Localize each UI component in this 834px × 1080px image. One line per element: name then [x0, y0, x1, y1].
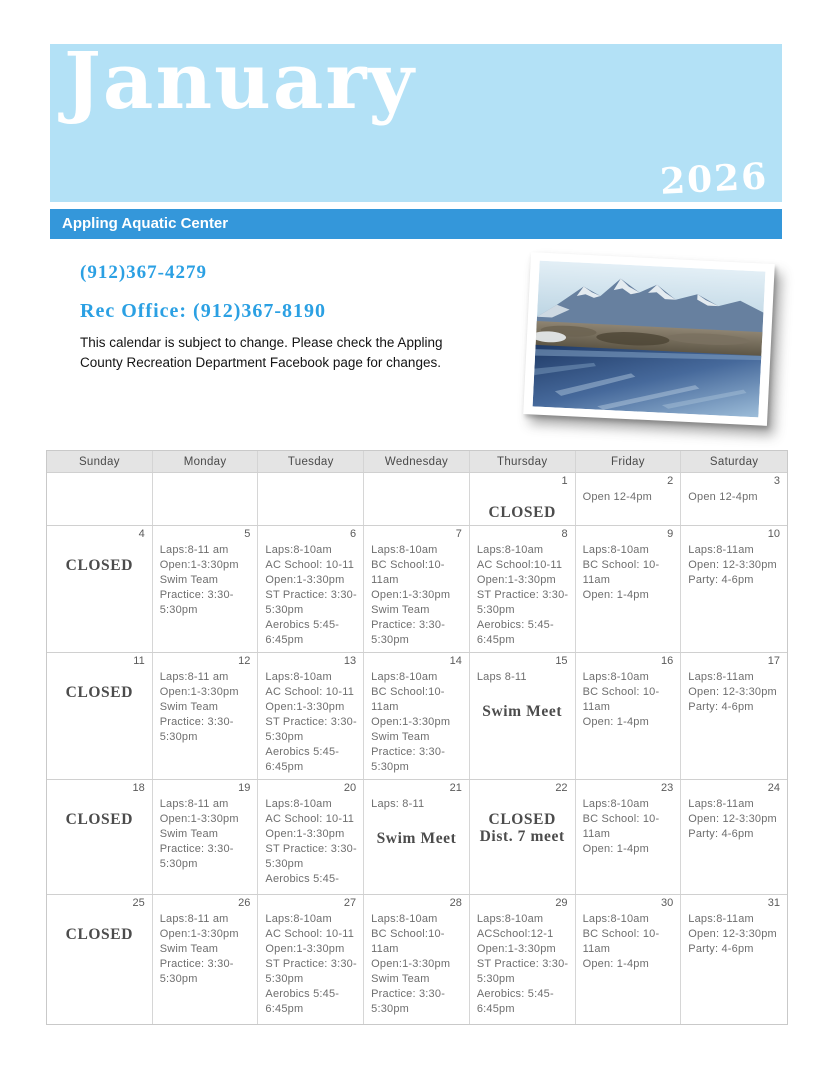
date-number — [153, 473, 258, 490]
event-line: 11am — [582, 943, 611, 955]
event-lines — [364, 543, 469, 648]
date-number: 10 — [767, 528, 780, 540]
event-line: 6:45pm — [476, 1003, 515, 1015]
calendar-cell — [364, 895, 470, 1024]
event-line: AC School: 10-11 — [265, 686, 355, 698]
event-line: Practice: 3:30- — [371, 746, 446, 758]
calendar-cell — [258, 526, 364, 652]
event-line: Open: 12-3:30pm — [688, 686, 777, 698]
phone-number: (912)367-4279 — [80, 262, 207, 283]
event-lines — [364, 912, 469, 1017]
event-line: ST Practice: 3:30- — [265, 958, 357, 970]
event-line: Laps:8-10am — [265, 544, 332, 556]
event-line: Open:1-3:30pm — [371, 716, 451, 728]
facility-name: Appling Aquatic Center — [62, 215, 229, 232]
event-lines — [576, 490, 681, 505]
event-line: Laps: 8-11 — [371, 798, 425, 810]
event-line: BC School: 10- — [582, 559, 660, 571]
calendar-cell — [576, 780, 682, 894]
calendar-week-row — [47, 525, 787, 652]
event-line: Open: 12-3:30pm — [688, 813, 777, 825]
month-title: January — [64, 36, 416, 127]
calendar-cell — [47, 473, 153, 525]
special-event-line: CLOSED — [65, 926, 134, 943]
calendar-cell — [681, 895, 787, 1024]
day-header: Thursday — [470, 451, 576, 472]
event-line: Laps:8-11 am — [159, 798, 229, 810]
event-line: Laps:8-10am — [582, 671, 649, 683]
date-number: 27 — [343, 897, 357, 909]
event-line: Aerobics: 5:45- — [476, 988, 554, 1000]
event-line: Swim Team — [159, 701, 219, 713]
event-line: 5:30pm — [476, 604, 515, 616]
event-line: Laps:8-11 am — [159, 671, 229, 683]
event-line: Open: 1-4pm — [582, 843, 649, 855]
calendar-cell — [681, 526, 787, 652]
special-event-line: Dist. 7 meet — [479, 828, 565, 845]
day-header: Friday — [576, 451, 682, 472]
calendar-cell — [470, 526, 576, 652]
calendar-cell — [153, 653, 259, 779]
event-lines — [576, 543, 681, 603]
event-line: Laps:8-10am — [582, 544, 649, 556]
facility-bar — [50, 209, 782, 239]
calendar-week-row — [47, 652, 787, 779]
date-number: 31 — [767, 897, 780, 909]
special-event — [47, 557, 152, 574]
event-lines — [258, 912, 363, 1017]
date-number: 21 — [449, 782, 462, 794]
event-lines — [681, 912, 787, 957]
event-line: Laps:8-10am — [265, 798, 332, 810]
date-number: 13 — [343, 655, 357, 667]
event-line: Open: 12-3:30pm — [688, 559, 777, 571]
event-line: Laps:8-10am — [265, 671, 332, 683]
calendar-cell — [470, 895, 576, 1024]
event-line: Laps:8-10am — [476, 913, 544, 925]
event-line: Laps:8-11 am — [159, 544, 229, 556]
event-line: Laps:8-11am — [688, 913, 754, 925]
day-header: Monday — [153, 451, 259, 472]
calendar-cell — [258, 653, 364, 779]
event-line: Laps:8-11 am — [159, 913, 229, 925]
event-line: Open: 1-4pm — [582, 716, 649, 728]
event-line: Aerobics 5:45- — [265, 988, 340, 1000]
winter-mountain-lake-photo — [523, 252, 775, 426]
event-line: 11am — [371, 943, 399, 955]
event-line: ST Practice: 3:30- — [265, 589, 357, 601]
date-number: 11 — [133, 655, 145, 667]
event-line: Laps:8-10am — [371, 913, 438, 925]
day-header: Saturday — [681, 451, 787, 472]
event-line: 6:45pm — [265, 761, 304, 773]
event-lines — [364, 797, 469, 812]
event-line: Open:1-3:30pm — [265, 943, 345, 955]
calendar-week-row — [47, 894, 787, 1024]
calendar-cell — [364, 473, 470, 525]
calendar-cell — [258, 895, 364, 1024]
event-lines — [681, 490, 787, 505]
calendar-cell — [258, 473, 364, 525]
event-line: Laps:8-11am — [688, 671, 754, 683]
event-line: Swim Team — [371, 973, 430, 985]
event-line: Open: 1-4pm — [582, 589, 649, 601]
event-line: Laps:8-11am — [688, 544, 754, 556]
month-banner — [50, 36, 782, 203]
event-line: 5:30pm — [265, 858, 304, 870]
date-number: 20 — [343, 782, 357, 794]
date-number: 14 — [449, 655, 462, 667]
date-number: 2 — [667, 475, 674, 487]
calendar-cell — [47, 895, 153, 1024]
event-lines — [576, 670, 681, 730]
calendar-cell — [153, 526, 259, 652]
event-line: Open:1-3:30pm — [476, 574, 556, 586]
event-line: Open:1-3:30pm — [265, 574, 345, 586]
calendar-cell — [681, 473, 787, 525]
event-lines — [470, 912, 575, 1017]
date-number: 23 — [661, 782, 674, 794]
event-line: Open:1-3:30pm — [159, 559, 239, 571]
date-number: 15 — [555, 655, 568, 667]
date-number — [364, 473, 469, 490]
event-lines — [576, 912, 681, 972]
special-event — [47, 811, 152, 828]
event-lines — [153, 912, 258, 987]
event-line: Aerobics 5:45- — [265, 619, 340, 631]
event-lines — [681, 670, 787, 715]
event-line: 5:30pm — [159, 973, 198, 985]
calendar-cell — [47, 780, 153, 894]
event-line: Laps:8-10am — [582, 913, 649, 925]
date-number: 4 — [138, 528, 145, 540]
event-line: 5:30pm — [159, 604, 198, 616]
event-line: Practice: 3:30- — [159, 716, 234, 728]
date-number: 7 — [455, 528, 462, 540]
calendar-cell — [576, 653, 682, 779]
event-line: 5:30pm — [159, 731, 198, 743]
event-line: Open:1-3:30pm — [371, 589, 451, 601]
date-number: 6 — [350, 528, 357, 540]
date-number: 9 — [667, 528, 674, 540]
event-lines — [576, 797, 681, 857]
event-line: 5:30pm — [159, 858, 198, 870]
event-line: Swim Team — [159, 943, 219, 955]
calendar-header-row — [47, 451, 787, 472]
event-line: ST Practice: 3:30- — [476, 958, 569, 970]
date-number: 26 — [238, 897, 251, 909]
date-number: 22 — [555, 782, 568, 794]
event-line: 11am — [371, 574, 399, 586]
rec-office-phone: Rec Office: (912)367-8190 — [80, 300, 327, 322]
special-event — [47, 684, 152, 701]
special-event-line: Swim Meet — [482, 703, 563, 720]
event-line: ST Practice: 3:30- — [265, 843, 357, 855]
event-line: 5:30pm — [476, 973, 515, 985]
event-line: Practice: 3:30- — [159, 589, 234, 601]
event-lines — [258, 797, 363, 887]
event-line: Swim Team — [371, 604, 430, 616]
event-line: 11am — [582, 701, 611, 713]
event-line: Open:1-3:30pm — [265, 828, 345, 840]
calendar-cell — [47, 526, 153, 652]
special-event-line: Swim Meet — [376, 830, 457, 847]
event-line: Open:1-3:30pm — [265, 701, 345, 713]
calendar-cell — [470, 653, 576, 779]
event-line: Open:1-3:30pm — [159, 813, 239, 825]
event-line: Open:1-3:30pm — [159, 928, 239, 940]
date-number: 25 — [132, 897, 145, 909]
disclaimer-note: This calendar is subject to change. Please check the Appling County Recreation Department Facebook page for changes. — [80, 335, 443, 370]
event-line: 6:45pm — [265, 1003, 304, 1015]
event-line: BC School: 10- — [582, 813, 660, 825]
event-line: Laps:8-10am — [265, 913, 332, 925]
event-lines — [681, 543, 787, 588]
event-line: 5:30pm — [265, 604, 304, 616]
date-number: 8 — [561, 528, 568, 540]
event-line: AC School: 10-11 — [265, 813, 355, 825]
event-line: Swim Team — [159, 574, 219, 586]
special-event-line: CLOSED — [65, 811, 134, 828]
calendar-cell — [153, 473, 259, 525]
event-line: Open:1-3:30pm — [371, 958, 451, 970]
event-line: Practice: 3:30- — [371, 619, 446, 631]
event-line: ST Practice: 3:30- — [476, 589, 569, 601]
date-number: 29 — [555, 897, 568, 909]
event-lines — [258, 670, 363, 775]
calendar-cell — [153, 895, 259, 1024]
calendar-cell — [576, 526, 682, 652]
event-line: 11am — [582, 828, 611, 840]
event-line: BC School: 10- — [582, 928, 660, 940]
date-number: 5 — [244, 528, 251, 540]
event-line: ST Practice: 3:30- — [265, 716, 357, 728]
date-number: 1 — [561, 475, 568, 487]
date-number: 19 — [238, 782, 251, 794]
event-line: Open: 1-4pm — [582, 958, 649, 970]
calendar-body — [47, 472, 787, 1024]
date-number: 3 — [773, 475, 780, 487]
special-event-line: CLOSED — [65, 557, 134, 574]
event-line: 11am — [371, 701, 399, 713]
event-line: 5:30pm — [371, 761, 410, 773]
event-line: BC School: 10- — [582, 686, 660, 698]
event-line: Open:1-3:30pm — [476, 943, 556, 955]
special-event — [470, 504, 575, 521]
year-label: 2026 — [658, 155, 770, 203]
event-line: BC School:10- — [371, 559, 445, 571]
date-number: 17 — [767, 655, 780, 667]
winter-photo-art — [533, 261, 766, 418]
calendar-cell — [576, 473, 682, 525]
event-line: 5:30pm — [371, 634, 410, 646]
event-line: Swim Team — [371, 731, 430, 743]
event-line: 5:30pm — [265, 973, 304, 985]
event-line: Open:1-3:30pm — [159, 686, 239, 698]
date-number: 12 — [238, 655, 251, 667]
event-lines — [470, 670, 575, 685]
event-lines — [153, 543, 258, 618]
event-line: Practice: 3:30- — [159, 843, 234, 855]
calendar-cell — [258, 780, 364, 894]
calendar-cell — [681, 780, 787, 894]
event-line: Aerobics 5:45- — [265, 746, 340, 758]
special-event-line: CLOSED — [488, 811, 556, 828]
date-number: 30 — [661, 897, 674, 909]
event-lines — [364, 670, 469, 775]
calendar-cell — [681, 653, 787, 779]
date-number: 16 — [661, 655, 674, 667]
event-line: AC School: 10-11 — [265, 928, 355, 940]
event-line: BC School:10- — [371, 928, 445, 940]
event-line: Laps:8-10am — [582, 798, 649, 810]
event-line: AC School:10-11 — [476, 559, 563, 571]
date-number — [47, 473, 152, 490]
special-event — [47, 926, 152, 943]
event-line: Practice: 3:30- — [159, 958, 234, 970]
event-lines — [153, 797, 258, 872]
event-line: 6:45pm — [265, 634, 304, 646]
calendar-cell — [364, 526, 470, 652]
event-line: Swim Team — [159, 828, 219, 840]
calendar-cell — [153, 780, 259, 894]
special-event — [470, 703, 575, 720]
event-line: Open 12-4pm — [688, 491, 758, 503]
event-line: Party: 4-6pm — [688, 701, 754, 713]
event-line: Open: 12-3:30pm — [688, 928, 777, 940]
calendar-cell — [470, 780, 576, 894]
event-lines — [470, 543, 575, 648]
calendar-cell — [47, 653, 153, 779]
date-number: 28 — [449, 897, 462, 909]
day-header: Tuesday — [258, 451, 364, 472]
event-line: 5:30pm — [265, 731, 304, 743]
calendar-cell — [364, 653, 470, 779]
special-event — [470, 811, 575, 845]
date-number — [258, 473, 363, 490]
event-lines — [681, 797, 787, 842]
special-event — [364, 830, 469, 847]
event-lines — [258, 543, 363, 648]
event-line: Laps:8-10am — [371, 671, 438, 683]
event-line: Laps 8-11 — [476, 671, 527, 683]
event-lines — [153, 670, 258, 745]
event-line: 11am — [582, 574, 611, 586]
event-line: Party: 4-6pm — [688, 828, 754, 840]
date-number: 24 — [767, 782, 780, 794]
date-number: 18 — [132, 782, 145, 794]
event-line: Aerobics 5:45- — [265, 873, 340, 885]
event-line: Laps:8-11am — [688, 798, 754, 810]
event-line: Party: 4-6pm — [688, 943, 754, 955]
day-header: Wednesday — [364, 451, 470, 472]
calendar-cell — [470, 473, 576, 525]
event-line: Laps:8-10am — [371, 544, 438, 556]
calendar — [46, 450, 788, 1025]
calendar-cell — [576, 895, 682, 1024]
event-line: AC School: 10-11 — [265, 559, 355, 571]
event-line: 6:45pm — [476, 634, 515, 646]
event-line: BC School:10- — [371, 686, 445, 698]
day-header: Sunday — [47, 451, 153, 472]
calendar-week-row — [47, 779, 787, 894]
event-line: ACSchool:12-1 — [476, 928, 554, 940]
event-line: Practice: 3:30- — [371, 988, 446, 1000]
event-line: Aerobics: 5:45- — [476, 619, 554, 631]
event-line: Party: 4-6pm — [688, 574, 754, 586]
event-line: 5:30pm — [371, 1003, 410, 1015]
special-event-line: CLOSED — [488, 504, 556, 521]
event-line: Laps:8-10am — [476, 544, 544, 556]
special-event-line: CLOSED — [65, 684, 134, 701]
calendar-cell — [364, 780, 470, 894]
event-line: Open 12-4pm — [582, 491, 653, 503]
calendar-week-row — [47, 472, 787, 525]
